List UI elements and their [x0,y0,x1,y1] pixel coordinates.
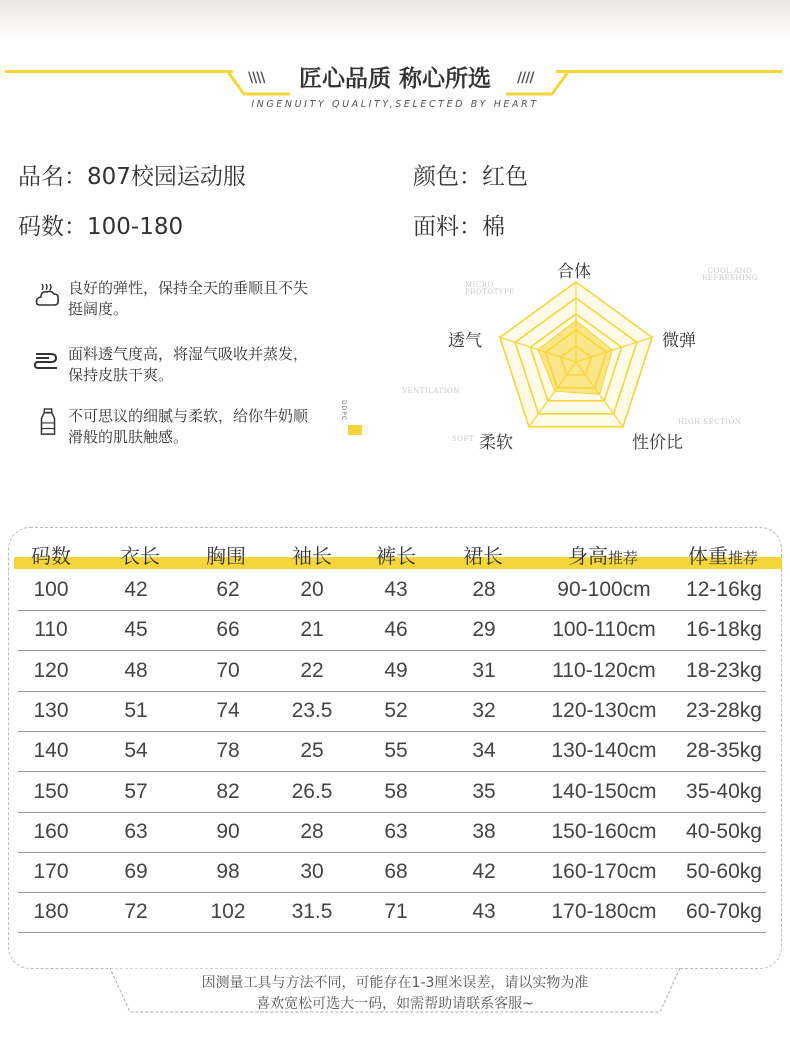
table-cell: 58 [384,779,408,803]
table-cell: 120-130cm [551,698,657,722]
feature-soft: 不可思议的细腻与柔软，给你牛奶顺滑般的肌肤触感。 [68,407,309,446]
table-cell: 170-180cm [551,900,657,924]
table-header-label: 码数 [31,544,71,568]
table-cell: 150-160cm [551,819,657,843]
table-cell: 160-170cm [551,860,657,884]
table-cell: 50-60kg [686,860,762,884]
table-row [18,772,766,813]
table-cell: 35 [472,779,496,803]
table-cell: 55 [384,739,408,763]
table-header-cell [663,540,783,569]
table-cell: 42 [472,860,496,884]
table-cell: 43 [384,578,408,601]
table-cell: 60-70kg [686,900,762,924]
table-header-cell [272,540,352,569]
table-header-suffix: 推荐 [727,549,758,567]
table-cell: 30 [300,860,324,884]
vertical-tag-bar [348,425,362,435]
table-cell: 100-110cm [552,618,656,642]
table-row [18,892,766,933]
table-cell: 40-50kg [686,819,762,843]
table-cell: 46 [384,618,408,642]
page-title: 匠心品质 称心所选 [298,66,491,92]
table-cell: 22 [300,658,324,682]
table-cell: 21 [300,618,324,642]
table-cell: 54 [124,739,148,763]
elastic-icon [33,282,61,310]
table-header-cell [543,540,663,569]
table-header-label: 衣长 [120,544,160,568]
header-slashes-left: \\\\ [248,70,265,86]
table-cell: 52 [384,698,408,722]
table-cell: 140-150cm [551,779,657,803]
product-fabric: 面料：棉 [413,214,505,240]
table-cell: 34 [472,739,496,763]
table-cell: 18-23kg [686,658,762,682]
radar-label-right: 微弹 [662,331,696,351]
table-cell: 72 [124,900,148,924]
radar-label-bottom-right: 性价比 [632,433,683,453]
product-name: 品名：807校园运动服 [18,164,246,190]
table-header-cell [100,540,180,569]
table-cell: 70 [216,658,240,682]
table-header-label: 袖长 [292,544,332,568]
table-cell: 150 [33,779,69,803]
ghost-text-high: HIGH SECTION [678,418,742,426]
table-cell: 100 [33,578,69,601]
table-cell: 90-100cm [557,578,651,601]
table-header-suffix: 推荐 [607,549,638,567]
table-cell: 130-140cm [551,739,657,763]
table-cell: 62 [216,578,240,601]
breathable-icon [33,346,61,374]
table-cell: 23-28kg [686,698,762,722]
milk-bottle-icon [38,408,58,436]
table-cell: 98 [216,860,240,884]
table-cell: 102 [210,900,246,924]
table-header-label: 裙长 [463,544,503,568]
table-header-label: 体重 [687,544,728,568]
table-row [18,731,766,772]
table-cell: 35-40kg [686,779,762,803]
table-cell: 31.5 [291,900,333,924]
table-row [18,812,766,853]
table-cell: 28 [300,819,324,843]
product-sizes: 码数：100-180 [18,214,184,240]
table-cell: 130 [33,698,69,722]
table-cell: 68 [384,860,408,884]
table-cell: 23.5 [291,698,333,722]
table-header-label: 身高 [567,544,608,568]
table-cell: 48 [124,658,148,682]
table-cell: 28-35kg [686,739,762,763]
table-header-cell [356,540,436,569]
radar-label-left: 透气 [448,331,482,351]
footer-note-1: 因测量工具与方法不同，可能存在1-3厘米误差，请以实物为准 [201,975,589,991]
table-cell: 74 [216,698,240,722]
table-cell: 31 [472,658,496,682]
table-cell: 42 [124,578,148,601]
table-cell: 12-16kg [686,578,762,601]
table-cell: 38 [472,819,496,843]
table-row [18,610,766,651]
table-cell: 140 [33,739,69,763]
footer-note-2: 喜欢宽松可选大一码，如需帮助请联系客服~ [256,996,534,1012]
table-cell: 90 [216,819,240,843]
table-cell: 25 [300,739,324,763]
ghost-text-vent: VENTILATION [402,387,460,395]
table-header-cell [11,540,91,569]
vertical-tag: DDPC [340,400,347,422]
table-cell: 43 [472,900,496,924]
product-color: 颜色：红色 [413,164,528,190]
table-row [18,852,766,893]
top-shadow [0,0,790,40]
table-cell: 16-18kg [686,618,762,642]
table-header-label: 裤长 [376,544,416,568]
table-header-label: 胸围 [206,544,246,568]
ghost-text-micro: MICRO PROTOTYPE [465,281,515,296]
table-cell: 170 [33,860,69,884]
table-cell: 160 [33,819,69,843]
ghost-text-cool: COOL AND REFRESHING [702,267,758,282]
table-cell: 32 [472,698,496,722]
table-cell: 57 [124,779,148,803]
table-header-cell [186,540,266,569]
table-cell: 49 [384,658,408,682]
radar-label-bottom-left: 柔软 [479,433,513,453]
table-cell: 63 [384,819,408,843]
table-row [18,570,766,611]
table-cell: 28 [472,578,496,601]
table-cell: 20 [300,578,324,601]
table-row [18,651,766,692]
table-cell: 51 [124,698,148,722]
table-cell: 26.5 [291,779,333,803]
radar-label-top: 合体 [557,262,591,282]
table-cell: 78 [216,739,240,763]
table-cell: 45 [124,618,148,642]
table-cell: 180 [33,900,69,924]
table-header-cell [443,540,523,569]
feature-elastic: 良好的弹性，保持全天的垂顺且不失挺阔度。 [68,279,309,318]
page-subtitle: INGENUITY QUALITY,SELECTED BY HEART [251,99,539,110]
table-cell: 63 [124,819,148,843]
header-slashes-right: //// [517,70,534,86]
table-cell: 69 [124,860,148,884]
ghost-text-soft: SOFT [452,435,475,443]
table-row [18,691,766,732]
table-cell: 110 [34,618,68,642]
table-cell: 29 [472,618,496,642]
table-cell: 66 [216,618,240,642]
table-cell: 71 [384,900,408,924]
feature-breathable: 面料透气度高，将湿气吸收并蒸发，保持皮肤干爽。 [68,345,309,384]
table-cell: 120 [33,658,69,682]
table-cell: 110-120cm [552,658,656,682]
table-cell: 82 [216,779,240,803]
